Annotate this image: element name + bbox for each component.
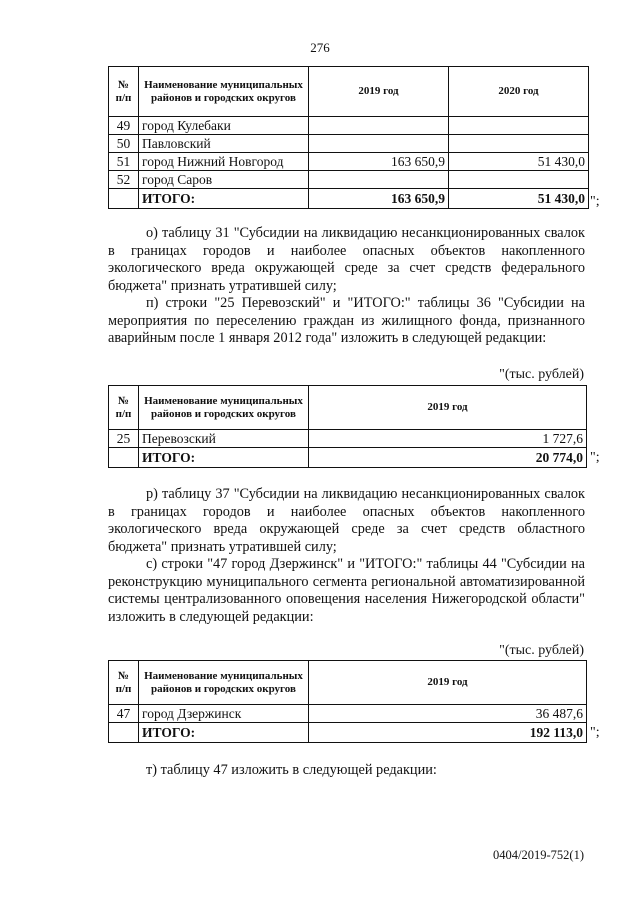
paragraph-o: о) таблицу 31 "Субсидии на ликвидацию несанкционированных свалок в границах городов и наиболее опасных объектов накопленного экологического вреда окружающей среде за счет средств федерального бюджета" признать утратившей силу;: [108, 225, 585, 294]
table-total-row: ИТОГО: 163 650,9 51 430,0: [109, 189, 589, 209]
table-row: 47 город Дзержинск 36 487,6: [109, 705, 587, 723]
col-header-name: Наименование муниципальных районов и городских округов: [139, 386, 309, 430]
closing-quote: ";: [590, 725, 600, 740]
unit-label: "(тыс. рублей): [499, 367, 584, 382]
table-header-row: [109, 67, 589, 117]
col-header-number: № п/п: [109, 386, 139, 430]
table-row: 25 Перевозский 1 727,6: [109, 430, 587, 448]
col-header-name: Наименование муниципальных районов и городских округов: [139, 67, 309, 117]
col-header-2020: 2020 год: [449, 67, 589, 117]
col-header-2019: 2019 год: [309, 67, 449, 117]
closing-quote: ";: [590, 194, 600, 209]
paragraph-s: с) строки "47 город Дзержинск" и "ИТОГО:" таблицы 44 "Субсидии на реконструкцию муниципального сегмента региональной автоматизированной системы централизованного оповещения населения Нижегородской области" изложить в следующей редакции:: [108, 556, 585, 625]
document-code: 0404/2019-752(1): [493, 848, 584, 862]
table-row: 50 Павловский: [109, 135, 589, 153]
table-notification-system-subsidy: [108, 660, 587, 743]
table-header-row: [109, 386, 587, 430]
table-row: 52 город Саров: [109, 171, 589, 189]
col-header-2019: 2019 год: [309, 386, 587, 430]
table-resettlement-subsidy: [108, 385, 587, 468]
table-header-row: [109, 661, 587, 705]
col-header-2019: 2019 год: [309, 661, 587, 705]
table-row: 49 город Кулебаки: [109, 117, 589, 135]
paragraph-t: т) таблицу 47 изложить в следующей редакции:: [146, 762, 437, 778]
unit-label: "(тыс. рублей): [499, 643, 584, 658]
paragraph-r: р) таблицу 37 "Субсидии на ликвидацию несанкционированных свалок в границах городов и наиболее опасных объектов накопленного экологического вреда окружающей среде за счет средств областного бюджета" признать утратившей силу;: [108, 486, 585, 555]
table-total-row: ИТОГО: 20 774,0: [109, 448, 587, 468]
col-header-name: Наименование муниципальных районов и городских округов: [139, 661, 309, 705]
col-header-number: № п/п: [109, 67, 139, 117]
paragraph-p: п) строки "25 Перевозский" и "ИТОГО:" таблицы 36 "Субсидии на мероприятия по переселению граждан из жилищного фонда, признанного аварийным после 1 января 2012 года" изложить в следующей редакции:: [108, 295, 585, 346]
col-header-number: № п/п: [109, 661, 139, 705]
table-total-row: ИТОГО: 192 113,0: [109, 723, 587, 743]
page-number: 276: [310, 40, 330, 55]
table-subsidy-2019-2020: [108, 66, 589, 209]
table-row: 51 город Нижний Новгород 163 650,9 51 430,0: [109, 153, 589, 171]
closing-quote: ";: [590, 450, 600, 465]
